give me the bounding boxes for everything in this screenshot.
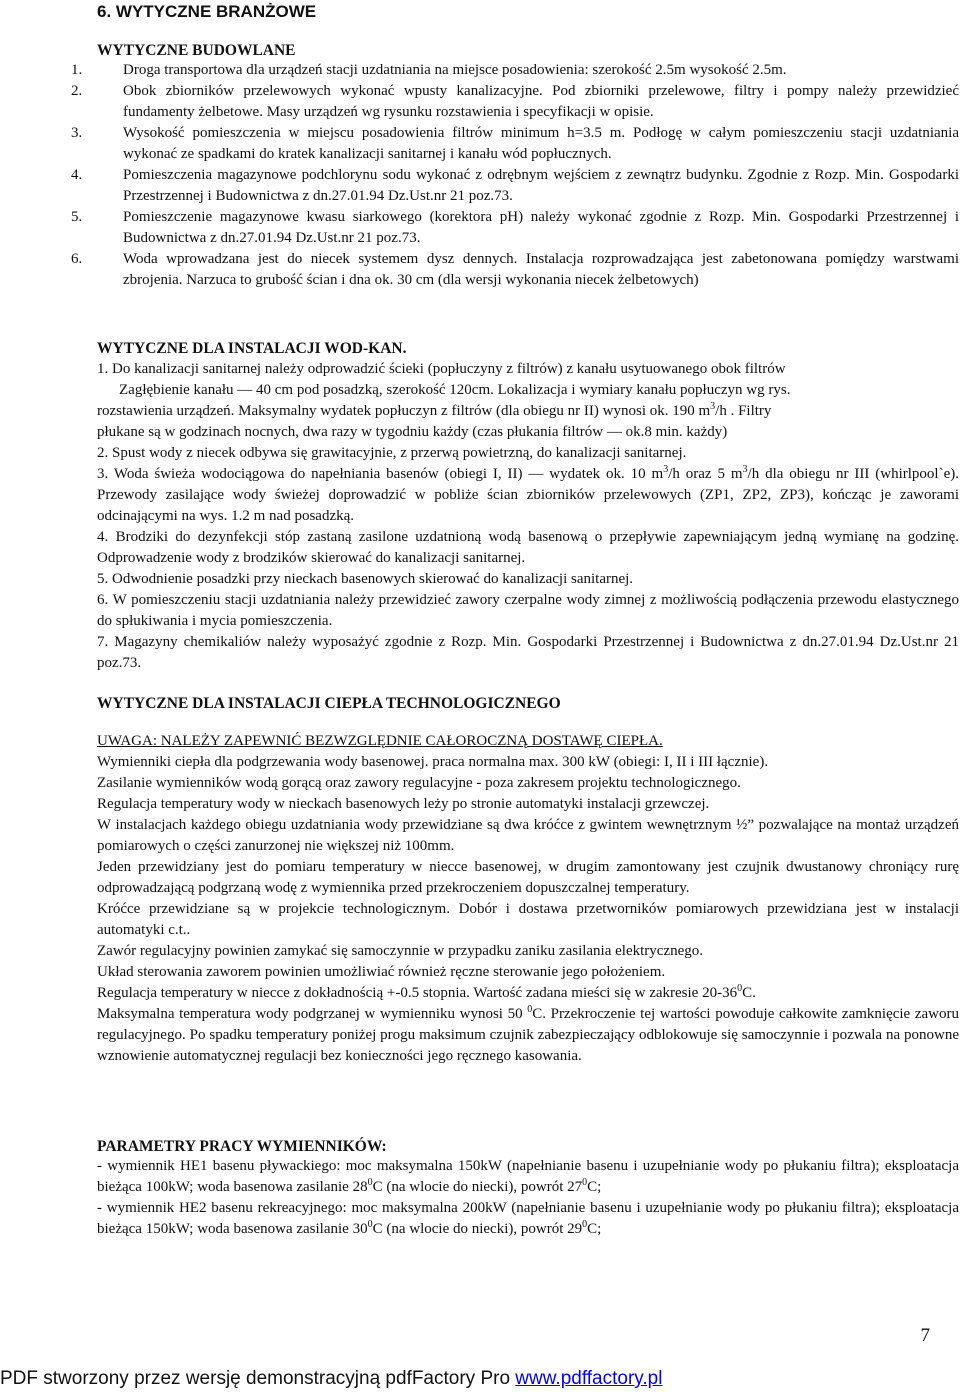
page-number: 7 xyxy=(920,1325,930,1346)
wodkan-p2: 2. Spust wody z niecek odbywa się grawitacyjnie, z przerwą powietrzną, do kanalizacji sanitarnej. xyxy=(97,445,687,461)
wodkan-p1a: 1. Do kanalizacji sanitarnej należy odprowadzić ścieki (popłuczyny z filtrów) z kanału usytuowanego obok filtrów xyxy=(97,361,786,377)
wodkan-p3: 3. Woda świeża wodociągowa do napełniania basenów (obiegi I, II) — wydatek ok. 10 $m^3/h$ oraz 5 $m^3/h$ dla obiegu nr III (whirlpool`e). Przewody zasilające wody świeżej doprowadzić w pobliże ścian zbiorników przelewowych (ZP1, ZP2, ZP3), kończąc je zaworami odcinającymi na wys. 1.2 m nad posadzką. xyxy=(97,464,959,524)
section-title-budowlane: WYTYCZNE BUDOWLANE xyxy=(97,42,296,59)
section-title-wodkan: WYTYCZNE DLA INSTALACJI WOD-KAN. xyxy=(97,340,407,357)
section-parametry xyxy=(97,1138,959,1240)
budowlane-item xyxy=(71,207,959,249)
wodkan-p1b: Zagłębienie kanału — 40 cm pod posadzką, szerokość 120cm. Lokalizacja i wymiary kanału popłuczyn wg rys. xyxy=(119,382,791,398)
footer-link[interactable]: www.pdffactory.pl xyxy=(515,1368,663,1389)
item-number: 2. xyxy=(71,83,83,99)
budowlane-item xyxy=(71,249,959,291)
item-number: 3. xyxy=(71,125,83,141)
item-text: Woda wprowadzana jest do niecek systemem dysz dennych. Instalacja rozprowadzająca jest zabetonowana pomiędzy warstwami zbrojenia. Narzuca to grubość ścian i dna ok. 30 cm (dla wersji wykonania niecek żelbetowych) xyxy=(123,251,959,288)
item-text: Pomieszczenia magazynowe podchlorynu sodu wykonać z odrębnym wejściem z zewnątrz budynku. Zgodnie z Rozp. Min. Gospodarki Przestrzennej i Budownictwa z dn.27.01.94 Dz.Ust.nr 21 poz.73. xyxy=(123,167,959,204)
budowlane-item xyxy=(71,81,959,123)
section-budowlane xyxy=(71,42,959,291)
budowlane-item xyxy=(71,60,959,81)
wodkan-p4: 4. Brodziki do dezynfekcji stóp zastaną zasilone uzdatnioną wodą basenową o przepływie zapewniającym jedną wymianę na godzinę. Odprowadzenie wody z brodzików skierować do kanalizacji sanitarnej. xyxy=(97,529,959,566)
item-number: 1. xyxy=(71,62,83,78)
page-heading: 6. WYTYCZNE BRANŻOWE xyxy=(97,2,317,21)
budowlane-item xyxy=(71,123,959,165)
section-cieplo xyxy=(97,695,959,1067)
wodkan-p1c: rozstawienia urządzeń. Maksymalny wydatek popłuczyn z filtrów (dla obiegu nr II) wynosi ok. 190 $m^3/h$ . Filtry xyxy=(97,401,772,419)
section-title-parametry: PARAMETRY PRACY WYMIENNIKÓW: xyxy=(97,1138,387,1155)
item-text: Droga transportowa dla urządzeń stacji uzdatniania na miejsce posadowienia: szerokość 2.5m wysokość 2.5m. xyxy=(123,62,787,78)
item-text: Wysokość pomieszczenia w miejscu posadowienia filtrów minimum h=3.5 m. Podłogę w całym pomieszczeniu stacji uzdatniania wykonać ze spadkami do kratek kanalizacji sanitarnej i kanału wód popłucznych. xyxy=(123,125,959,162)
cieplo-l1: Wymienniki ciepła dla podgrzewania wody basenowej. praca normalna max. 300 kW (obiegi: I, II i III łącznie). xyxy=(97,754,769,770)
item-number: 4. xyxy=(71,167,83,183)
budowlane-item xyxy=(71,165,959,207)
cieplo-l6: Króćce przewidziane są w projekcie technologicznym. Dobór i dostawa przetworników pomiarowych przewidziana jest w instalacji automatyki c.t.. xyxy=(97,901,959,938)
cieplo-l2: Zasilanie wymienników wodą gorącą oraz zawory regulacyjne - poza zakresem projektu technologicznego. xyxy=(97,775,741,791)
cieplo-l9: Regulacja temperatury w niecce z dokładnością +-0.5 stopnia. Wartość zadana mieści się w zakresie $20-36^0C$. xyxy=(97,983,756,1001)
cieplo-l5: Jeden przewidziany jest do pomiaru temperatury w niecce basenowej, w drugim zamontowany jest czujnik dwustanowy chroniący rurę odprowadzającą podgrzaną wodę z wymiennika przed przekroczeniem dopuszczalnej temperatury. xyxy=(97,859,959,896)
cieplo-l4: W instalacjach każdego obiegu uzdatniania wody przewidziane są dwa króćce z gwintem wewnętrznym ½” pozwalające na montaż urządzeń pomiarowych o części zanurzonej nie większej niż 100mm. xyxy=(97,817,959,854)
wodkan-p1d: płukane są w godzinach nocnych, dwa razy w tygodniu każdy (czas płukania filtrów — ok.8 min. każdy) xyxy=(97,424,728,440)
cieplo-l8: Układ sterowania zaworem powinien umożliwiać również ręczne sterowanie jego położeniem. xyxy=(97,964,666,980)
wodkan-p6: 6. W pomieszczeniu stacji uzdatniania należy przewidzieć zawory czerpalne wody zimnej z możliwością podłączenia przewodu elastycznego do spłukiwania i mycia pomieszczenia. xyxy=(97,592,959,629)
cieplo-l3: Regulacja temperatury wody w nieckach basenowych leży po stronie automatyki instalacji grzewczej. xyxy=(97,796,710,812)
cieplo-uwaga: UWAGA: NALEŻY ZAPEWNIĆ BEZWZGLĘDNIE CAŁOROCZNĄ DOSTAWĘ CIEPŁA. xyxy=(97,733,663,749)
footer-text: PDF stworzony przez wersję demonstracyjną pdfFactory Pro xyxy=(0,1368,516,1389)
cieplo-l7: Zawór regulacyjny powinien zamykać się samoczynnie w przypadku zaniku zasilania elektrycznego. xyxy=(97,943,704,959)
wodkan-p5: 5. Odwodnienie posadzki przy nieckach basenowych skierować do kanalizacji sanitarnej. xyxy=(97,571,634,587)
item-number: 5. xyxy=(71,209,83,225)
budowlane-list xyxy=(71,60,959,291)
item-text: Obok zbiorników przelewowych wykonać wpusty kanalizacyjne. Pod zbiorniki przelewowe, filtry i pompy należy przewidzieć fundamenty żelbetowe. Masy urządzeń wg rysunku rozstawienia i specyfikacji w opisie. xyxy=(123,83,959,120)
pdf-footer xyxy=(0,1368,662,1390)
cieplo-l10: Maksymalna temperatura wody podgrzanej w wymienniku wynosi 50 $^0$C. Przekroczenie tej wartości powoduje całkowite zamknięcie zaworu regulacyjnego. Po spadku temperatury poniżej progu maksimum czujnik zabezpieczający odblokowuje się samoczynnie i pozwala na ponowne wznowienie automatycznej regulacji bez konieczności jego ręcznego kasowania. xyxy=(97,1004,959,1064)
parametry-he1: - wymiennik HE1 basenu pływackiego: moc maksymalna 150kW (napełnianie basenu i uzupełnianie wody po płukaniu filtra); eksploatacja bieżąca 100kW; woda basenowa zasilanie $28^0C$ (na wlocie do niecki), powrót $27^0C$; xyxy=(97,1158,959,1195)
section-title-cieplo: WYTYCZNE DLA INSTALACJI CIEPŁA TECHNOLOGICZNEGO xyxy=(97,695,561,712)
section-wodkan xyxy=(97,340,959,674)
parametry-he2: - wymiennik HE2 basenu rekreacyjnego: moc maksymalna 200kW (napełnianie basenu i uzupełnianie wody po płukaniu filtra); eksploatacja bieżąca 150kW; woda basenowa zasilanie $30^0C$ (na wlocie do niecki), powrót $29^0C$; xyxy=(97,1200,959,1237)
item-number: 6. xyxy=(71,251,83,267)
wodkan-p7: 7. Magazyny chemikaliów należy wyposażyć zgodnie z Rozp. Min. Gospodarki Przestrzennej i Budownictwa z dn.27.01.94 Dz.Ust.nr 21 poz.73. xyxy=(97,634,959,671)
item-text: Pomieszczenie magazynowe kwasu siarkowego (korektora pH) należy wykonać zgodnie z Rozp. Min. Gospodarki Przestrzennej i Budownictwa z dn.27.01.94 Dz.Ust.nr 21 poz.73. xyxy=(123,209,959,246)
